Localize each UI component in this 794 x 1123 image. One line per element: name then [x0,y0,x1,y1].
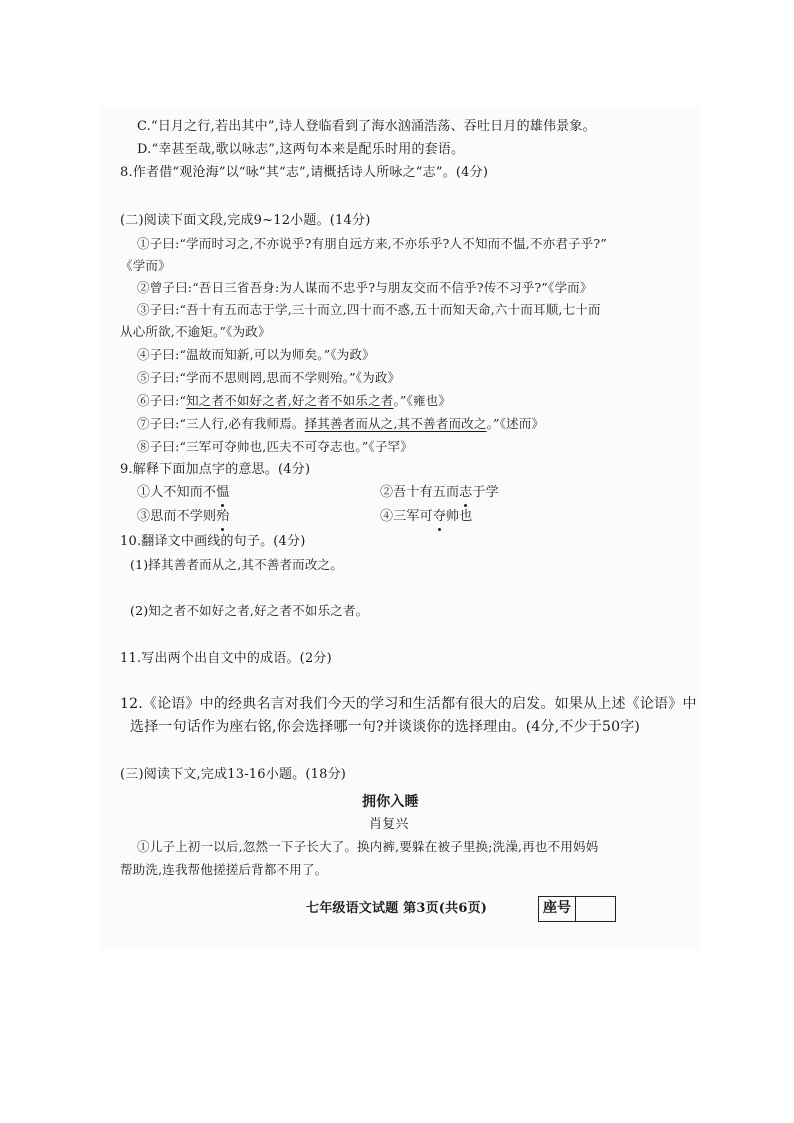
article-author: 肖复兴 [369,817,409,832]
article-para-1-line1: ①儿子上初一以后,忽然一下子长大了。换内裤,要躲在被子里换;洗澡,再也不用妈妈 [137,839,599,854]
passage-3-line1: ③子曰:“吾十有五而志于学,三十而立,四十而不惑,五十而知天命,六十而耳顺,七十而 [137,302,601,317]
passage-7: ⑦子曰:“三人行,必有我师焉。择其善者而从之,其不善者而改之。”《述而》 [137,416,545,431]
passage-1-line2: 《学而》 [120,258,171,273]
q10-sentence-2: (2)知之者不如好之者,好之者不如乐之者。 [130,603,369,618]
section-3-header: (三)阅读下文,完成13-16小题。(18分) [120,767,347,782]
option-d: D.“幸甚至哉,歌以咏志”,这两句本来是配乐时用的套语。 [137,142,465,157]
question-8: 8.作者借“观沧海”以“咏”其“志”,请概括诗人所咏之“志”。(4分) [120,165,489,180]
seat-number-box [538,896,616,922]
underlined-sentence-1: 择其善者而从之,其不善者而改之 [304,416,487,431]
question-9: 9.解释下面加点字的意思。(4分) [120,462,311,477]
seat-number-blank[interactable] [576,897,615,921]
seat-number-label: 座号 [539,897,576,921]
passage-4: ④子曰:“温故而知新,可以为师矣。”《为政》 [137,347,375,362]
section-2-header: (二)阅读下面文段,完成9~12小题。(14分) [120,213,371,228]
q9-item-3: ③思而不学则殆 [137,509,230,524]
option-c: C.“日月之行,若出其中”,诗人登临看到了海水汹涌浩荡、吞吐日月的雄伟景象。 [137,119,596,134]
q9-item-2: ②吾十有五而志于学 [380,485,499,500]
passage-3-line2: 从心所欲,不逾矩。”《为政》 [120,324,271,339]
page-footer: 七年级语文试题 第3页(共6页) [306,901,488,916]
question-12-line1: 12.《论语》中的经典名言对我们今天的学习和生活都有很大的启发。如果从上述《论语》中 [120,696,697,712]
passage-2: ②曾子曰:“吾日三省吾身:为人谋而不忠乎?与朋友交而不信乎?传不习乎?”《学而》 [137,280,593,295]
question-11: 11.写出两个出自文中的成语。(2分) [120,651,332,666]
passage-6: ⑥子曰:“知之者不如好之者,好之者不如乐之者。”《雍也》 [137,393,452,408]
article-title: 拥你入睡 [362,794,419,810]
passage-5: ⑤子曰:“学而不思则罔,思而不学则殆。”《为政》 [137,370,401,385]
dotted-char: 志 [459,485,473,500]
question-12-line2: 选择一句话作为座右铭,你会选择哪一句?并谈谈你的选择理由。(4分,不少于50字) [130,719,641,735]
article-para-1-line2: 帮助洗,连我帮他搓搓后背都不用了。 [120,862,328,877]
dotted-char: 愠 [216,485,230,500]
q9-item-4: ④三军可夺帅也 [380,509,473,524]
underlined-sentence-2: 知之者不如好之者,好之者不如乐之者 [186,393,394,408]
passage-8: ⑧子曰:“三军可夺帅也,匹夫不可夺志也。”《子罕》 [137,439,413,454]
passage-1-line1: ①子曰:“学而时习之,不亦说乎?有朋自远方来,不亦乐乎?人不知而不愠,不亦君子乎?” [137,236,607,251]
dotted-char: 殆 [216,509,230,524]
question-10: 10.翻译文中画线的句子。(4分) [120,534,306,549]
dotted-char: 夺 [432,509,447,524]
q9-item-1: ①人不知而不愠 [137,485,230,500]
q10-sentence-1: (1)择其善者而从之,其不善者而改之。 [130,557,343,572]
